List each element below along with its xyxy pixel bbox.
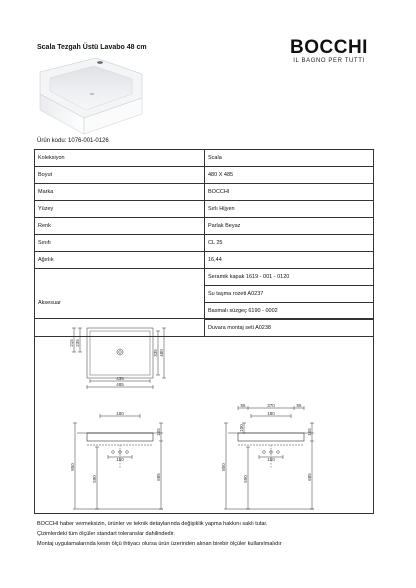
dim-label: 235 xyxy=(75,339,80,347)
brand-logo xyxy=(283,38,375,64)
brand-tagline: IL BAGNO PER TUTTI xyxy=(293,58,365,64)
spec-value: Scala xyxy=(205,150,374,167)
dim-label: 180 xyxy=(116,411,124,416)
spec-row-weight xyxy=(35,252,374,269)
dim-label: 165 xyxy=(307,428,312,436)
accessory-item: Seramik kapak 1619 - 001 - 0120 xyxy=(205,269,374,286)
accessory-item: Duvara montaj seti A0238 xyxy=(205,320,374,337)
dim-label: 480 xyxy=(159,349,164,357)
spec-key: Yüzey xyxy=(35,201,205,218)
technical-drawings xyxy=(34,318,374,514)
spec-key: Boyut xyxy=(35,167,205,184)
dim-label: 590 xyxy=(243,475,248,483)
spec-row-accessories xyxy=(35,269,374,286)
spec-row-color xyxy=(35,218,374,235)
spec-key: Renk xyxy=(35,218,205,235)
dim-label: 335 xyxy=(153,349,158,357)
brand-name: BOCCHI xyxy=(290,37,368,58)
spec-value: 16,44 xyxy=(205,252,374,269)
spec-value: BOCCHI xyxy=(205,184,374,201)
dim-label: 850 xyxy=(70,463,75,471)
dim-label: 150 xyxy=(116,457,124,462)
product-title: Scala Tezgah Üstü Lavabo 48 cm xyxy=(37,44,147,51)
spec-row-collection xyxy=(35,150,374,167)
spec-row-class xyxy=(35,235,374,252)
dim-label: 180 xyxy=(267,411,275,416)
footer-disclaimer xyxy=(37,519,282,549)
washbasin-product-image xyxy=(34,54,146,136)
footer-line: Montaj uygulamalarında kesin ölçü ihtiyacı olursa ürün üzerinden alınan birebir ölçüler kullanılmalıdır xyxy=(37,541,282,547)
dim-label: 55 xyxy=(296,403,302,408)
product-code: Ürün kodu: 1076-001-0126 xyxy=(37,138,109,144)
dim-label: 485 xyxy=(116,382,124,387)
dim-label: 370 xyxy=(267,403,275,408)
dim-label: 685 xyxy=(307,473,312,481)
accessory-item: Su taşma rozeti A0237 xyxy=(205,286,374,303)
accessory-item: Basmalı süzgeç 6190 - 0002 xyxy=(205,303,374,320)
dim-label: 685 xyxy=(156,473,161,481)
spec-key: Ağırlık xyxy=(35,252,205,269)
dim-label: 165 xyxy=(156,428,161,436)
spec-value: Parlak Beyaz xyxy=(205,218,374,235)
spec-key: Aksesuar xyxy=(35,269,205,337)
spec-key: Koleksiyon xyxy=(35,150,205,167)
spec-value: 480 X 485 xyxy=(205,167,374,184)
spec-key: Sınıfı xyxy=(35,235,205,252)
spec-value: CL 25 xyxy=(205,235,374,252)
footer-line: Çizimlerdeki tüm ölçüler standart toleranslar dahilindedir. xyxy=(37,531,175,537)
spec-row-size xyxy=(35,167,374,184)
spec-row-surface xyxy=(35,201,374,218)
dim-label: 590 xyxy=(92,475,97,483)
dim-label: 850 xyxy=(221,463,226,471)
footer-line: BOCCHI haber vermeksizin, ürünler ve teknik detaylarında değişiklik yapma hakkını saklı tutar. xyxy=(37,521,268,527)
dim-label: 55 xyxy=(240,403,246,408)
spec-value: Sırlı Hijyen xyxy=(205,201,374,218)
spec-key: Marka xyxy=(35,184,205,201)
spec-row-brand xyxy=(35,184,374,201)
dim-label: 215 xyxy=(69,339,74,347)
dim-label: 100 xyxy=(239,424,244,432)
dim-label: 150 xyxy=(267,457,275,462)
spec-table xyxy=(34,149,374,337)
technical-drawing-svg xyxy=(35,319,375,515)
dim-label: 435 xyxy=(116,376,124,381)
